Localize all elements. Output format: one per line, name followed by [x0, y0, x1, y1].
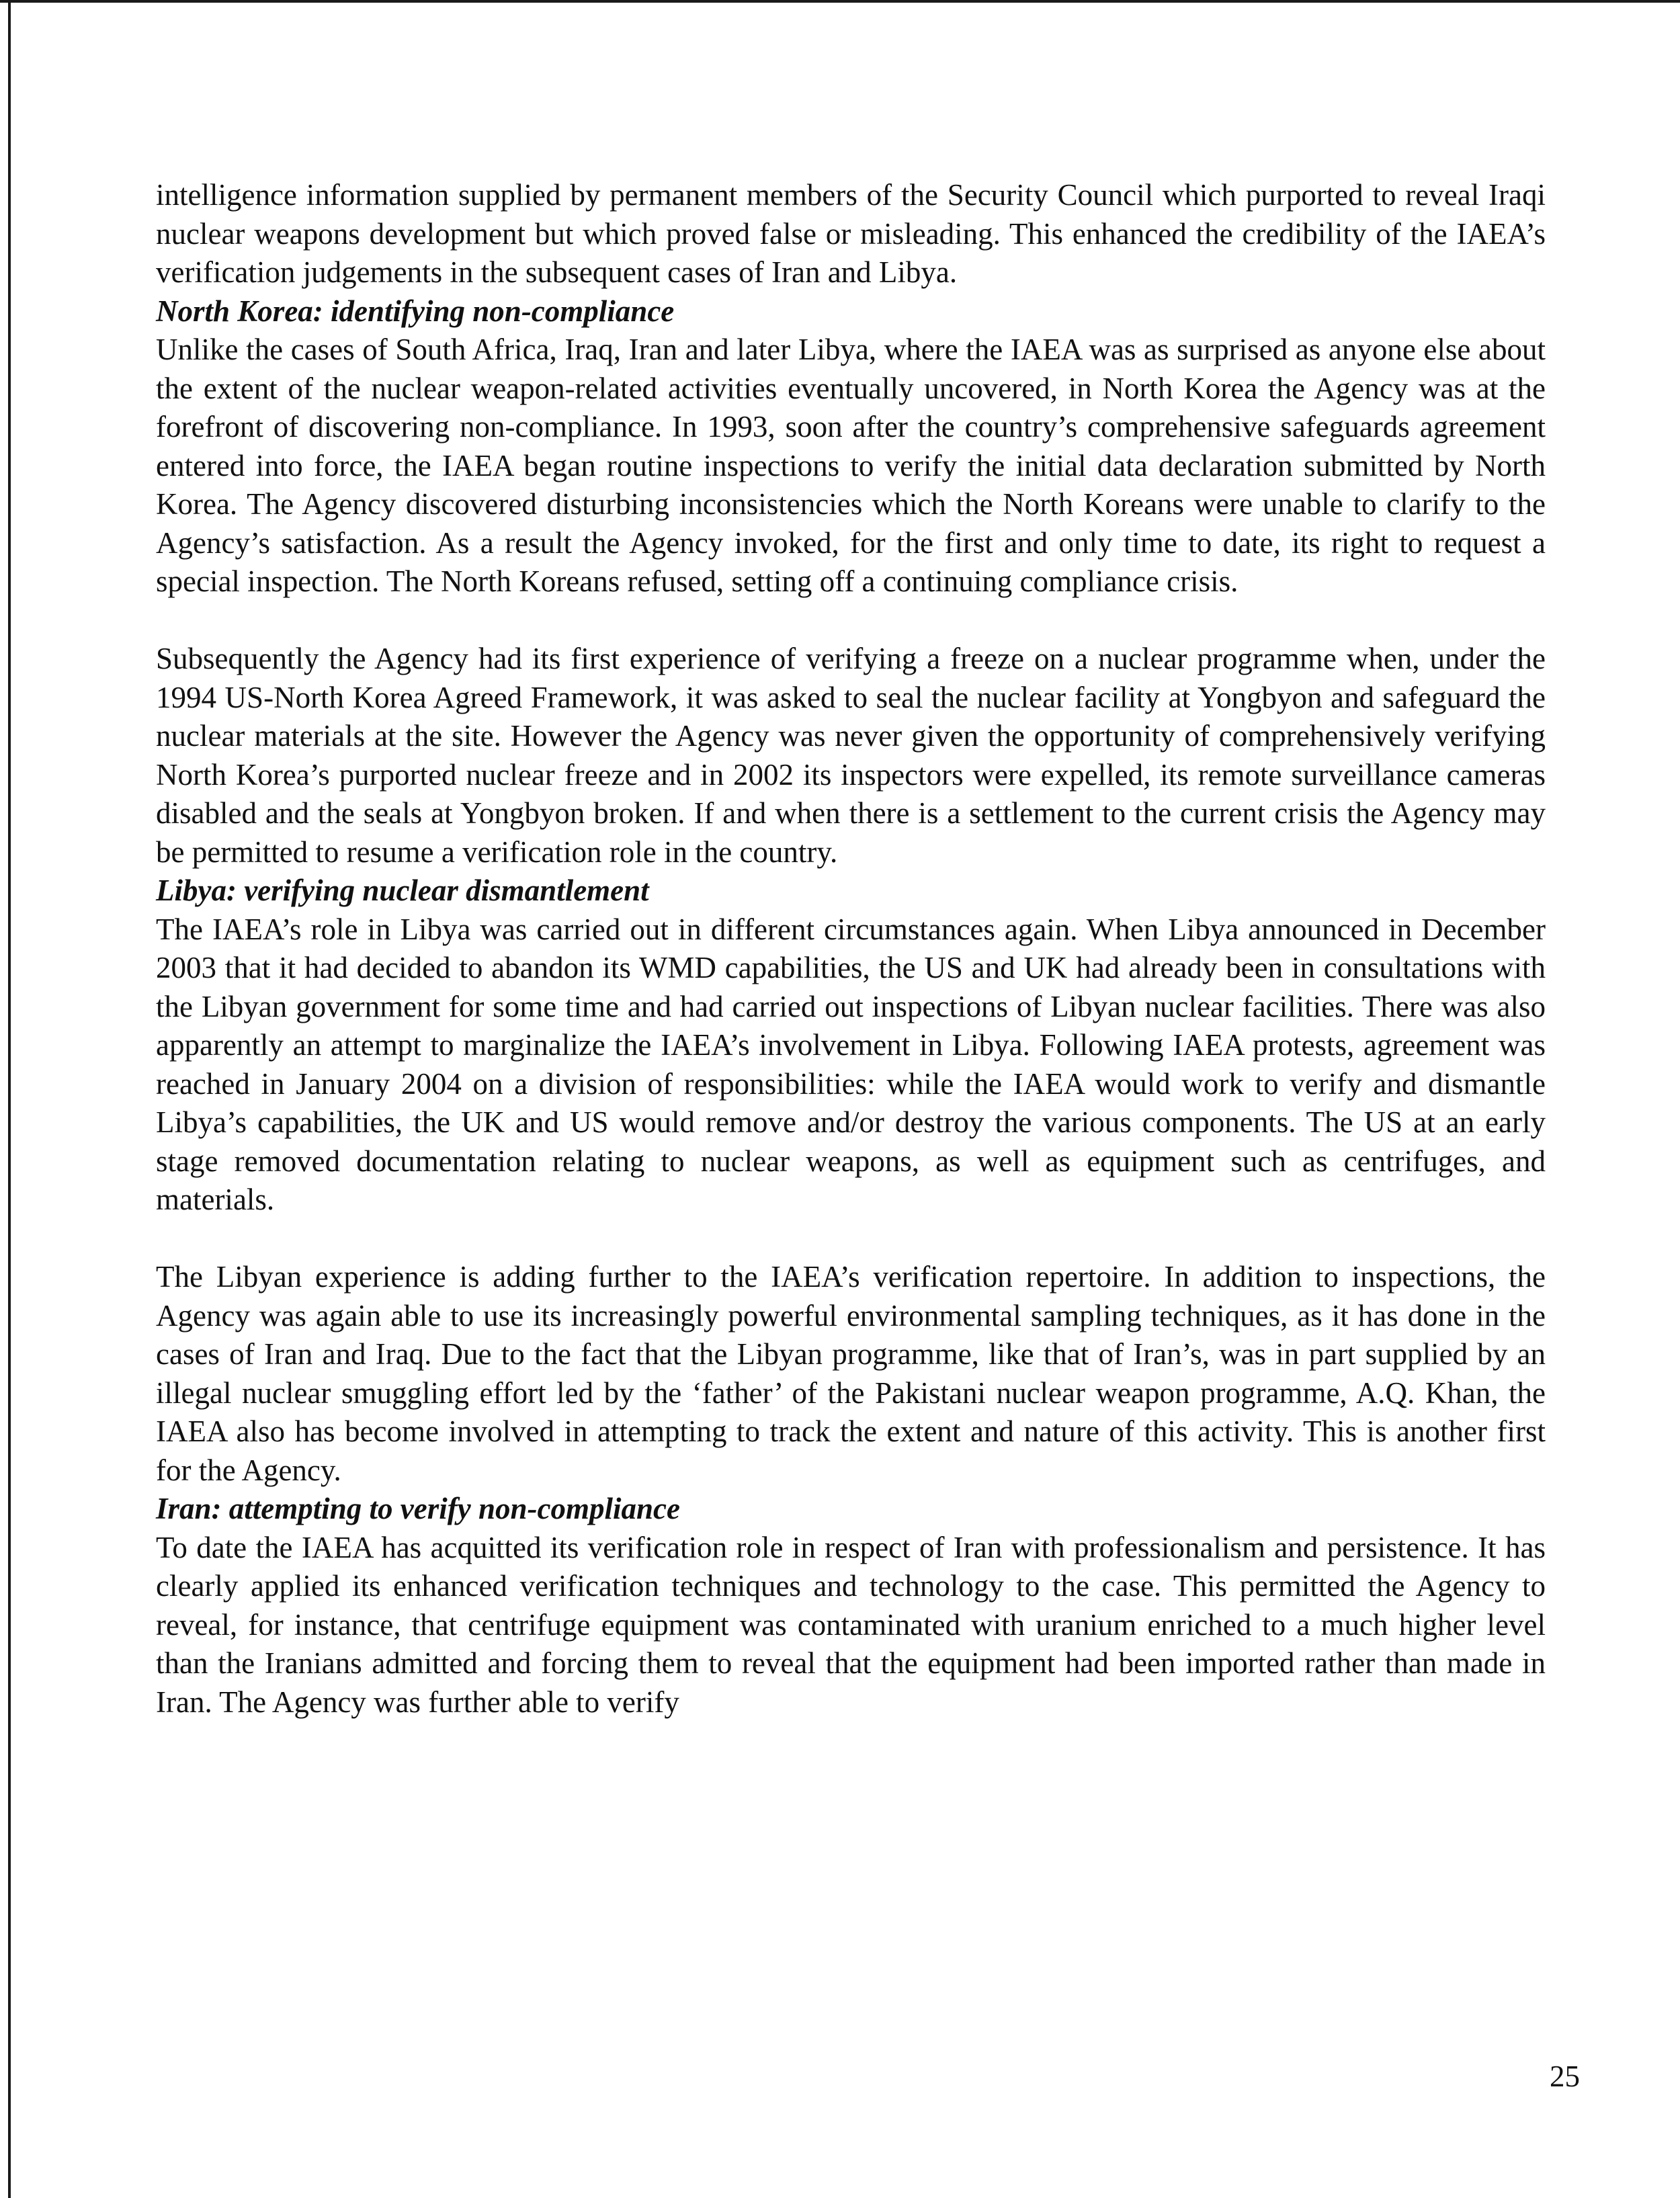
section-heading-north-korea: North Korea: identifying non-compliance: [156, 294, 675, 328]
section-heading-iran: Iran: attempting to verify non-compliance: [156, 1492, 680, 1525]
scan-top-edge: [0, 0, 1680, 3]
intro-paragraph: intelligence information supplied by permanent members of the Security Council which purported to reveal Iraqi nuclear weapons development but which proved false or misleading. This enhanced the credibility of the IAEA’s verification judgements in the subsequent cases of Iran and Libya.: [156, 178, 1546, 289]
scan-left-edge: [8, 0, 11, 2198]
page-number: 25: [1550, 2060, 1580, 2093]
paragraph-libya-1: The IAEA’s role in Libya was carried out in different circumstances again. When Libya announced in December 2003 that it had decided to abandon its WMD capabilities, the US and UK had already been in consultations with the Libyan government for some time and had carried out inspections of Libyan nuclear facilities. There was also apparently an attempt to marginalize the IAEA’s involvement in Libya. Following IAEA protests, agreement was reached in January 2004 on a division of responsibilities: while the IAEA would work to verify and dismantle Libya’s capabilities, the UK and US would remove and/or destroy the various components. The US at an early stage removed documentation relating to nuclear weapons, as well as equipment such as centrifuges, and materials.: [156, 912, 1546, 1216]
document-body: [156, 176, 1546, 1722]
paragraph-iran-1: To date the IAEA has acquitted its verification role in respect of Iran with professionalism and persistence. It has clearly applied its enhanced verification techniques and technology to the case. This permitted the Agency to reveal, for instance, that centrifuge equipment was contaminated with uranium enriched to a much higher level than the Iranians admitted and forcing them to reveal that the equipment had been imported rather than made in Iran. The Agency was further able to verify: [156, 1530, 1546, 1719]
section-north-korea: [156, 292, 1546, 872]
paragraph-north-korea-2: Subsequently the Agency had its first experience of verifying a freeze on a nuclear programme when, under the 1994 US-North Korea Agreed Framework, it was asked to seal the nuclear facility at Yongbyon and safeguard the nuclear materials at the site. However the Agency was never given the opportunity of comprehensively verifying North Korea’s purported nuclear freeze and in 2002 its inspectors were expelled, its remote surveillance cameras disabled and the seals at Yongbyon broken. If and when there is a settlement to the current crisis the Agency may be permitted to resume a verification role in the country.: [156, 642, 1546, 869]
section-iran: [156, 1490, 1546, 1722]
section-libya: [156, 872, 1546, 1490]
paragraph-north-korea-1: Unlike the cases of South Africa, Iraq, Iran and later Libya, where the IAEA was as surprised as anyone else about the extent of the nuclear weapon-related activities eventually uncovered, in North Korea the Agency was at the forefront of discovering non-compliance. In 1993, soon after the country’s comprehensive safeguards agreement entered into force, the IAEA began routine inspections to verify the initial data declaration submitted by North Korea. The Agency discovered disturbing inconsistencies which the North Koreans were unable to clarify to the Agency’s satisfaction. As a result the Agency invoked, for the first and only time to date, its right to request a special inspection. The North Koreans refused, setting off a continuing compliance crisis.: [156, 333, 1546, 598]
paragraph-libya-2: The Libyan experience is adding further to the IAEA’s verification repertoire. In addition to inspections, the Agency was again able to use its increasingly powerful environmental sampling techniques, as it has done in the cases of Iran and Iraq. Due to the fact that the Libyan programme, like that of Iran’s, was in part supplied by an illegal nuclear smuggling effort led by the ‘father’ of the Pakistani nuclear weapon programme, A.Q. Khan, the IAEA also has become involved in attempting to track the extent and nature of this activity. This is another first for the Agency.: [156, 1260, 1546, 1487]
section-heading-libya: Libya: verifying nuclear dismantlement: [156, 874, 649, 907]
